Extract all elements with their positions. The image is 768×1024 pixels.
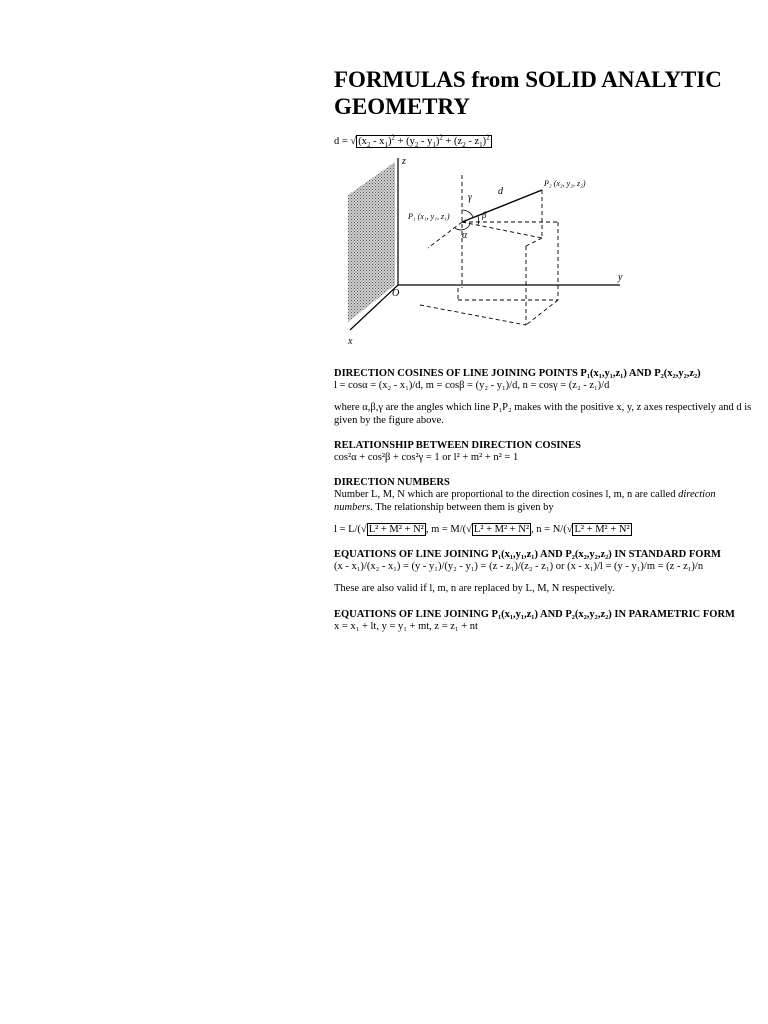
label-p2: P₂ (x₂, y₂, z₂) xyxy=(544,179,586,188)
section-relationship-heading: RELATIONSHIP BETWEEN DIRECTION COSINES xyxy=(334,440,581,451)
section-standard-form-text: These are also valid if l, m, n are replaced by L, M, N respectively. xyxy=(334,583,615,594)
label-p1: P₁ (x₁, y₁, z₁) xyxy=(408,212,450,221)
label-alpha: α xyxy=(462,230,468,241)
section-direction-cosines-formula: l = cosα = (x₂ - x₁)/d, m = cosβ = (y₂ - y₁)/d, n = cosγ = (z₂ - z₁)/d xyxy=(334,380,610,391)
label-origin: O xyxy=(392,288,400,299)
distance-radicand: $(x_2 - x_1)^2 + (y_2 - y_1)^2 + (z_2 - z_1)^2$ xyxy=(358,133,490,150)
section-parametric-form-heading: EQUATIONS OF LINE JOINING P₁(x₁,y₁,z₁) AND P₂(x₂,y₂,z₂) IN PARAMETRIC FORM xyxy=(334,608,735,620)
section-direction-cosines-text: where α,β,γ are the angles which line P₁P₂ makes with the positive x, y, z axes respectively and d is given by the figure above. xyxy=(334,402,752,426)
distance-formula xyxy=(334,133,754,150)
label-z: z xyxy=(402,156,406,167)
section-direction-cosines-heading: DIRECTION COSINES OF LINE JOINING POINTS P₁(x₁,y₁,z₁) AND P₂(x₂,y₂,z₂) xyxy=(334,368,701,379)
page-title: FORMULAS from SOLID ANALYTIC GEOMETRY xyxy=(334,67,722,119)
distance-prefix: d = √ xyxy=(334,136,357,147)
section-direction-numbers-text: Number L, M, N which are proportional to the direction cosines l, m, n are called direction numbers. The relationship between them is given by xyxy=(334,489,716,513)
section-standard-form-formula: (x - x₁)/(x₂ - x₁) = (y - y₁)/(y₂ - y₁) = (z - z₁)/(z₂ - z₁) or (x - x₁)/l = (y - y₁)/m = (z - z₁)/n xyxy=(334,561,704,572)
construction-lines xyxy=(420,175,558,325)
shaded-wall xyxy=(348,162,395,322)
label-d: d xyxy=(498,186,503,197)
section-standard-form-heading: EQUATIONS OF LINE JOINING P₁(x₁,y₁,z₁) AND P₂(x₂,y₂,z₂) IN STANDARD FORM xyxy=(334,549,721,560)
section-direction-numbers-formula: l = L/(√ L² + M² + N² , m = M/(√ L² + M² + N² , n = N/(√ L² + M² + N² xyxy=(334,524,630,535)
term-direction-numbers: direction numbers xyxy=(334,489,716,513)
section-relationship-formula: cos²α + cos²β + cos²γ = 1 or l² + m² + n² = 1 xyxy=(334,452,519,463)
label-y: y xyxy=(618,272,623,283)
section-direction-numbers-heading: DIRECTION NUMBERS xyxy=(334,477,450,488)
angle-gamma-arc xyxy=(462,210,473,217)
label-x: x xyxy=(348,336,353,347)
document-page xyxy=(334,66,754,633)
line-segment-3d-figure xyxy=(330,150,630,350)
label-gamma: γ xyxy=(468,192,472,203)
label-beta: β xyxy=(482,210,487,220)
angle-beta-arc xyxy=(478,216,479,225)
section-parametric-form-formula: x = x₁ + lt, y = y₁ + mt, z = z₁ + nt xyxy=(334,620,478,632)
